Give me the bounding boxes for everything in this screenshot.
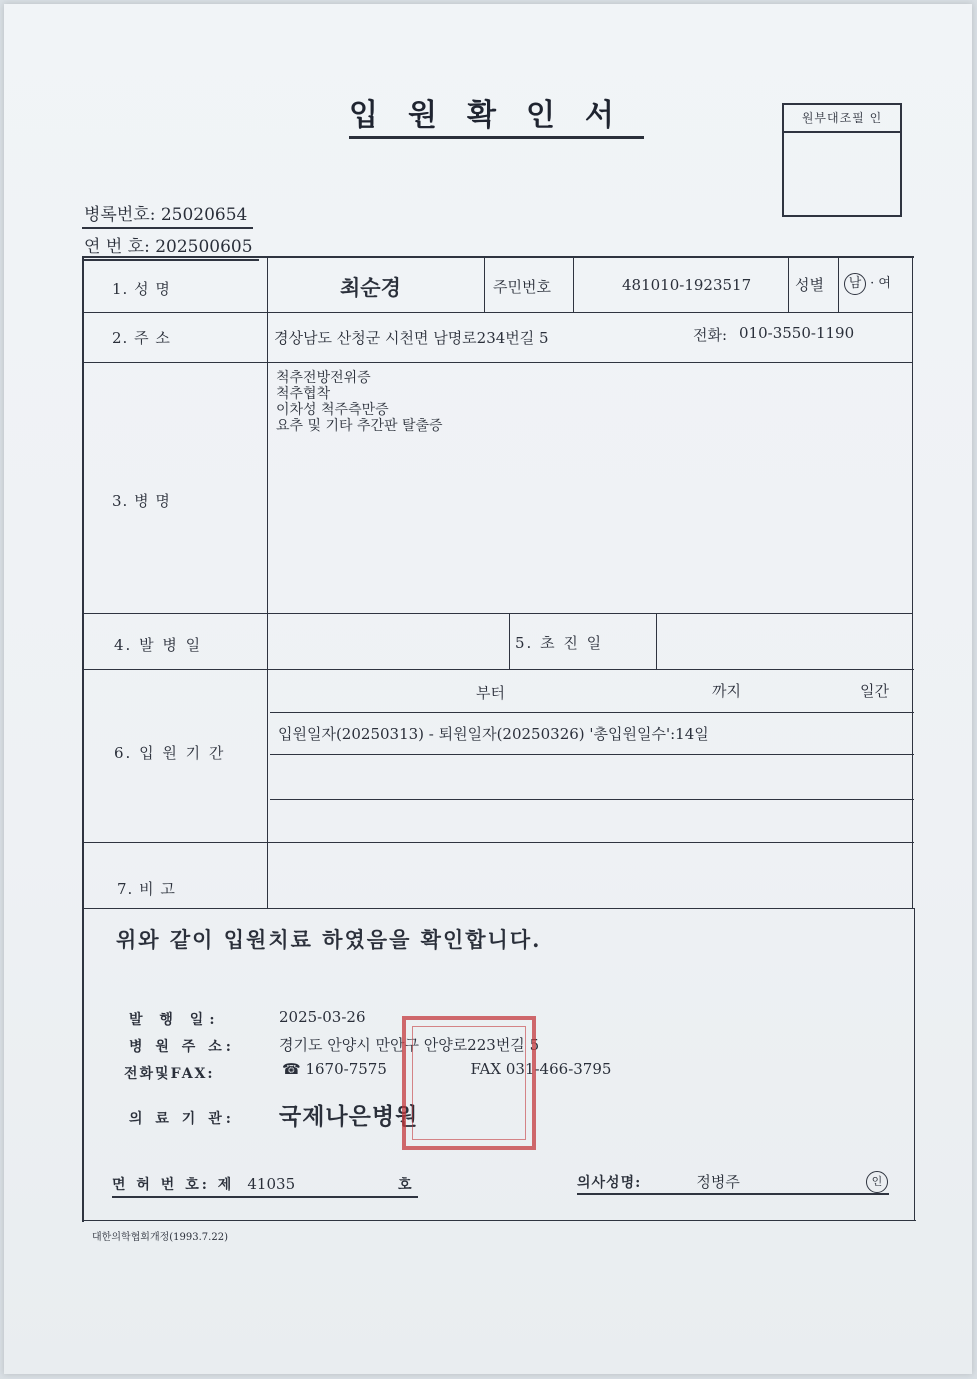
license-line (112, 1174, 418, 1198)
telephone-icon: ☎ (282, 1060, 301, 1078)
address-label: 2. 주 소 (112, 329, 171, 347)
doctor-seal-char: 인 (866, 1171, 888, 1193)
remarks-label: 7. 비 고 (117, 880, 176, 898)
license-label: 면 허 번 호: 제 (112, 1177, 235, 1193)
doctor-line (577, 1171, 889, 1195)
chart-number-value: 25020654 (160, 205, 248, 225)
contact-label: 전화및FAX: (124, 1066, 215, 1082)
diagnosis-item: 이차성 척주측만증 (276, 402, 389, 418)
admission-period-detail: 입원일자(20250313) - 퇴원일자(20250326) '총입원일수':14일 (278, 725, 709, 743)
disease-label: 3. 병 명 (112, 492, 171, 510)
hospital-seal-stamp (402, 1016, 536, 1150)
patient-address: 경상남도 산청군 시천면 남명로234번길 5 (274, 329, 549, 347)
issue-date-label: 발 행 일: (129, 1012, 221, 1028)
form-revision-note: 대한의학협회개정(1993.7.22) (92, 1232, 228, 1243)
verification-stamp-box (782, 103, 902, 217)
hospital-address-value: 경기도 안양시 만안구 안양로223번길 5 (279, 1036, 540, 1054)
period-days: 일간 (860, 682, 889, 700)
resident-number-label: 주민번호 (493, 278, 551, 296)
resident-number-value: 481010-1923517 (622, 276, 752, 294)
diagnosis-item: 척추전방전위증 (276, 370, 371, 386)
name-label: 1. 성 명 (112, 280, 171, 298)
phone-value: 010-3550-1190 (739, 324, 855, 342)
hospital-address-label: 병 원 주 소: (129, 1039, 235, 1055)
period-from: 부터 (476, 684, 505, 702)
period-to: 까지 (712, 682, 741, 700)
confirmation-statement: 위와 같이 입원치료 하였음을 확인합니다. (116, 927, 542, 952)
doctor-name: 정병주 (696, 1173, 740, 1191)
fax-value: 031-466-3795 (505, 1060, 612, 1078)
license-suffix: 호 (398, 1177, 412, 1193)
first-visit-label: 5. 초 진 일 (515, 634, 604, 652)
fax-label: FAX (470, 1060, 502, 1078)
license-number: 41035 (247, 1175, 296, 1193)
issue-date-value: 2025-03-26 (279, 1008, 366, 1026)
telephone-value: 1670-7575 (305, 1060, 387, 1078)
gender-options (844, 272, 891, 295)
diagnosis-list (276, 370, 443, 434)
doctor-seal-mark (866, 1170, 888, 1193)
patient-name: 최순경 (340, 275, 401, 300)
doctor-label: 의사성명: (577, 1175, 642, 1191)
document-page (4, 4, 972, 1374)
phone-label: 전화: (693, 326, 728, 344)
gender-separator: · (870, 276, 875, 291)
gender-male-selected: 남 (844, 273, 866, 295)
gender-label: 성별 (795, 276, 824, 294)
diagnosis-item: 척추협착 (276, 386, 331, 402)
institution-label: 의 료 기 관: (129, 1111, 235, 1127)
onset-date-label: 4. 발 병 일 (114, 636, 203, 654)
diagnosis-item: 요추 및 기타 추간판 탈출증 (276, 418, 443, 434)
institution-name: 국제나은병원 (279, 1103, 419, 1130)
serial-number-value: 202500605 (155, 237, 253, 257)
chart-number-label: 병록번호: (84, 205, 156, 225)
document-title: 입원확인서 (349, 90, 644, 139)
verification-stamp-label: 원부대조필 인 (784, 105, 900, 133)
gender-female: 여 (878, 276, 891, 291)
admission-period-label: 6. 입 원 기 간 (114, 744, 226, 762)
chart-number-line (82, 200, 253, 229)
serial-number-label: 연 번 호: (84, 237, 150, 257)
